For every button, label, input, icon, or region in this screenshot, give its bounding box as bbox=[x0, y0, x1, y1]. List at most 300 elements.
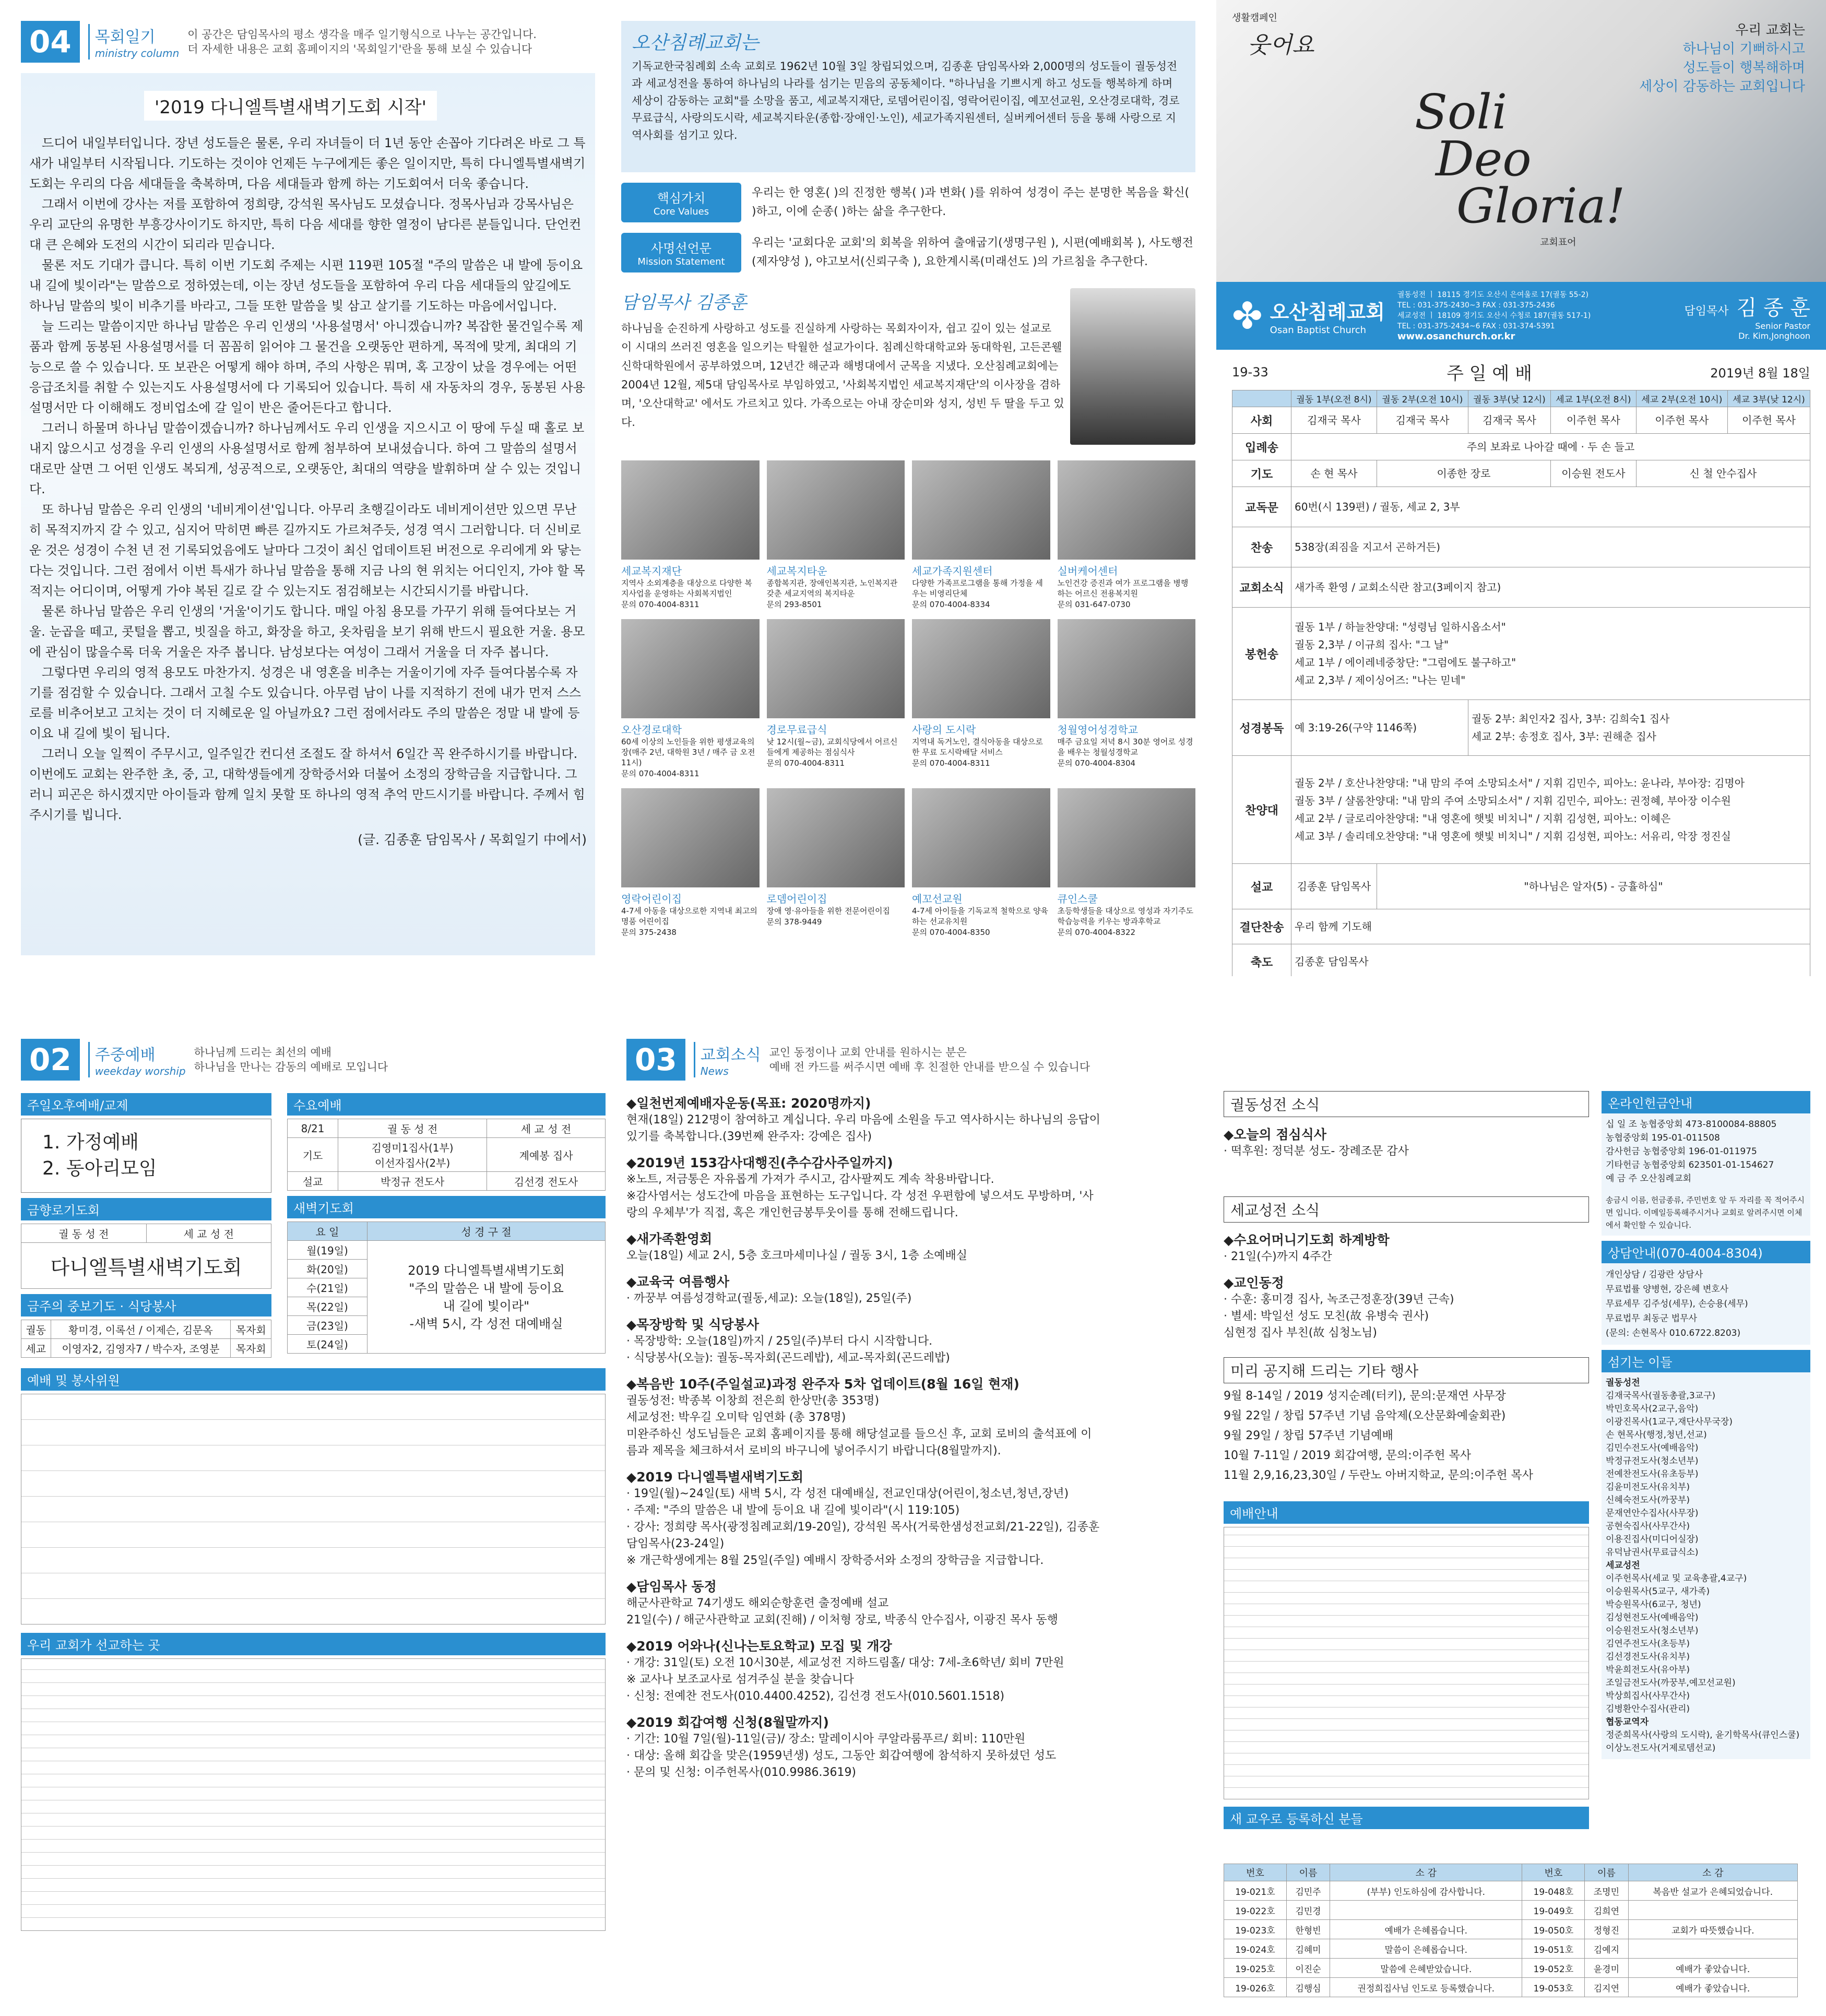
section-number: 02 bbox=[21, 1039, 80, 1081]
service-row bbox=[1232, 567, 1810, 608]
institution-desc: 종합복지관, 장애인복지관, 노인복지관 갖춘 세교지역의 복지타운 bbox=[766, 578, 898, 598]
service-cell bbox=[1291, 527, 1810, 567]
section-desc-2: 하나님을 만나는 감동의 예배로 모입니다 bbox=[194, 1061, 388, 1073]
service-header: 궐동 2부(오전 10시) bbox=[1377, 390, 1468, 407]
service-cell-line: 60번(시 139편) / 궐동, 세교 2, 3부 bbox=[1295, 501, 1460, 513]
institution-card bbox=[621, 788, 760, 938]
staff-item: 문재연안수집사(사무장) bbox=[1606, 1508, 1699, 1519]
article-body bbox=[21, 73, 595, 955]
intro-text: 기독교한국침례회 소속 교회로 1962년 10월 3일 창립되었으며, 김종훈 담임목사와 2,000명의 성도들이 궐동성전과 세교성전을 통하여 하나님의 나라를 섬기는 믿음의 공동체이다. "하나님을 기쁘시게 하고 성도들 행복하게 하며 세상이 감동하는 교회"를 소망을 품고, 세교복지재단, 로뎀어린이집, 영락어린이집, 예꼬선교원, 오산경로대학, 경로무료급식, 사랑의도시락, 세교복지타운(종합·장애인·노인), 세교가족지원센터, 실버케어센터 등을 통해 사랑으로 지역사회를 섬기고 있다. bbox=[632, 60, 1180, 141]
vision-line: 성도들이 행복해하며 bbox=[1682, 60, 1805, 76]
new-member-cell: 말씀에 은혜받았습니다. bbox=[1330, 1959, 1522, 1978]
new-member-cell: 19-026호 bbox=[1224, 1978, 1287, 1997]
news-line: ※감사염서는 성도간에 마음을 표현하는 도구입니다. 각 성전 우편함에 넣으셔도 무방하며, '사 bbox=[626, 1190, 1094, 1203]
new-members-label: 새 교우로 등록하신 분들 bbox=[1224, 1807, 1589, 1829]
upcoming-item: 9월 22일 / 창립 57주년 기념 음악제(오산문화예술회관) bbox=[1224, 1409, 1506, 1422]
worship-guide-label: 예배안내 bbox=[1224, 1501, 1589, 1524]
vision-line: 우리 교회는 bbox=[1735, 22, 1805, 38]
wed-prayer-label: 기도 bbox=[288, 1138, 338, 1172]
service-cell bbox=[1291, 700, 1468, 756]
paragraph: 그러니 하물며 하나님 말씀이겠습니까? 하나님께서도 우리 인생을 지으시고 이 땅에 두실 때 홀로 보내지 않으시고 성경을 우리 인생의 사용설명서로 함께 첨부하여 보내셨습니다. 하여 그 말씀의 설명서대로만 살면 그 어떤 인생도 복되게, 성공적으로, 오랫동안, 최대의 역량을 발휘하며 살 수 있는 것입니다. bbox=[29, 421, 585, 496]
institution-photo bbox=[767, 788, 905, 887]
news-line: · 수훈: 홍미경 집사, 녹조근정훈장(39년 근속) bbox=[1224, 1293, 1454, 1306]
wed-prayer: 이선자집사(2부) bbox=[375, 1157, 450, 1169]
service-row bbox=[1232, 864, 1810, 909]
staff-item: 이상노전도사(거제로뎀선교) bbox=[1606, 1743, 1716, 1753]
institution-card bbox=[767, 460, 905, 610]
page-church-news bbox=[626, 1039, 1811, 2010]
handwritten-label: 생활캠페인 bbox=[1232, 13, 1277, 23]
worship-guide-grid bbox=[1224, 1527, 1589, 1799]
paragraph: 그러니 오늘 일찍이 주무시고, 일주일간 컨디션 조절도 잘 하셔서 6일간 꼭 완주하시기를 바랍니다. 이번에도 교회는 완주한 초, 중, 고, 대학생들에게 장학증서와 더불어 소정의 장학금을 지급합니다. 그러니 피곤은 하시겠지만 아이들과 함께 일치 못할 또 하나의 영적 추억 만드시기를 바랍니다. 주께서 힘주시기를 빕니다. bbox=[29, 746, 585, 822]
page-church-intro bbox=[621, 21, 1195, 976]
news-line: · 신청: 전예찬 전도사(010.4400.4252), 김선경 전도사(010.5601.1518) bbox=[626, 1690, 1005, 1703]
new-members-header: 이름 bbox=[1585, 1864, 1628, 1881]
institution-card bbox=[1058, 460, 1196, 610]
news-line: 해군사관학교 74기생도 해외순항훈련 출정예배 설교 bbox=[626, 1597, 889, 1610]
institution-name: 영락어린이집 bbox=[621, 893, 682, 905]
staff-item: 정준희목사(사랑의 도시락), 윤기학목사(큐인스쿨) bbox=[1606, 1730, 1800, 1740]
church-vision bbox=[1639, 21, 1805, 96]
news-line: 미완주하신 성도님들은 교회 홈페이지를 통해 해당설교를 들으신 후, 교회 로비의 출석표에 이 bbox=[626, 1428, 1092, 1441]
dawn-table bbox=[287, 1222, 606, 1354]
section-header bbox=[21, 21, 595, 63]
wed-sermon-label: 설교 bbox=[288, 1172, 338, 1191]
missionary-label: 우리 교회가 선교하는 곳 bbox=[21, 1633, 606, 1655]
service-cell-line: 세교 2부 / 글로리아찬양대: "내 영혼에 햇빛 비치니" / 지휘 김성현, 피아노: 이혜은 bbox=[1295, 812, 1671, 825]
new-members-header: 번호 bbox=[1522, 1864, 1585, 1881]
news-line: · 기간: 10월 7일(월)-11일(금)/ 장소: 말레이시아 쿠알라룸푸르/ 회비: 110만원 bbox=[626, 1733, 1026, 1746]
news-line: 있기를 축복합니다.(39번째 완주자: 강예은 집사) bbox=[626, 1130, 872, 1143]
news-title: ◆목장방학 및 식당봉사 bbox=[626, 1317, 759, 1332]
service-date: 2019년 8월 18일 bbox=[1710, 366, 1810, 381]
service-row-label: 교회소식 bbox=[1232, 567, 1291, 608]
staff-item: 신혜숙전도사(까꿍부) bbox=[1606, 1495, 1690, 1505]
service-cell bbox=[1468, 700, 1810, 756]
wed-header: 궐 동 성 전 bbox=[338, 1119, 487, 1138]
service-row-label: 성경봉독 bbox=[1232, 700, 1291, 756]
dawn-text-line: 2019 다니엘특별새벽기도회 bbox=[408, 1263, 565, 1278]
service-cell-line: 궐동 3부 / 샬롬찬양대: "내 맘의 주여 소망되소서" / 지휘 김민수, 피아노: 권정혜, 부아장 이수원 bbox=[1295, 794, 1731, 807]
service-volunteers-grid bbox=[21, 1394, 606, 1624]
institution-card bbox=[912, 788, 1050, 938]
new-members-header: 소 감 bbox=[1330, 1864, 1522, 1881]
institution-photo bbox=[621, 619, 760, 718]
institution-card bbox=[1058, 788, 1196, 938]
dawn-text-line: 내 길에 빛이라" bbox=[443, 1298, 530, 1313]
institution-name: 세교가족지원센터 bbox=[912, 565, 993, 577]
service-cell-line: 주의 보좌로 나아갈 때에 · 두 손 들고 bbox=[1466, 441, 1635, 453]
new-member-row bbox=[1224, 1881, 1798, 1901]
institution-card bbox=[1058, 619, 1196, 779]
service-cell-line: 궐동 2,3부 / 이규희 집사: "그 날" bbox=[1295, 638, 1449, 651]
service-cell-line: 신 철 안수집사 bbox=[1689, 467, 1757, 480]
institution-photo bbox=[1058, 788, 1196, 887]
staff-item: 유덕남권사(무료급식소) bbox=[1606, 1547, 1699, 1558]
dawn-day: 화(20일) bbox=[288, 1260, 367, 1278]
institution-name: 세교복지타운 bbox=[766, 565, 827, 577]
new-member-cell: 조명민 bbox=[1585, 1881, 1628, 1901]
church-info-bar bbox=[1216, 282, 1826, 350]
service-cell bbox=[1291, 487, 1810, 527]
counsel-item: 무료법률 양병현, 강은혜 변호사 bbox=[1606, 1284, 1729, 1295]
signature: (글. 김종훈 담임목사 / 목회일기 中에서) bbox=[358, 832, 587, 847]
service-volunteers-label: 예배 및 봉사위원 bbox=[21, 1368, 606, 1391]
online-item: 십 일 조 농협중앙회 473-8100084-88805 bbox=[1606, 1119, 1777, 1130]
section-title: 목회일기 bbox=[94, 28, 156, 46]
pastor-en: Dr. Kim,Jonghoon bbox=[1738, 330, 1810, 341]
section-desc-1: 이 공간은 담임목사의 평소 생각을 매주 일기형식으로 나누는 공간입니다. bbox=[187, 28, 537, 41]
new-member-cell: 예배가 좋았습니다. bbox=[1628, 1959, 1797, 1978]
new-member-cell: 19-023호 bbox=[1224, 1920, 1287, 1939]
service-row bbox=[1232, 407, 1810, 434]
news-title: ◆오늘의 점심식사 bbox=[1224, 1127, 1326, 1142]
service-cell-line: 김재국 목사 bbox=[1395, 414, 1450, 426]
friday-table bbox=[21, 1224, 271, 1289]
staff-item: 이광진목사(1교구,재단사무국장) bbox=[1606, 1417, 1733, 1427]
service-cell-line: 이주헌 목사 bbox=[1655, 414, 1709, 426]
church-logo-icon: ✤ bbox=[1232, 294, 1263, 337]
institution-phone: 문의 375-2438 bbox=[621, 928, 677, 937]
section-en: weekday worship bbox=[94, 1065, 186, 1077]
institution-desc: 4-7세 아이들을 기독교적 철학으로 양육하는 선교유치원 bbox=[912, 906, 1048, 926]
section-desc-2: 더 자세한 내용은 교회 홈페이지의 '목회일기'란을 통해 보실 수 있습니다 bbox=[187, 43, 532, 55]
church-name: 오산침례교회 bbox=[1270, 301, 1385, 324]
institution-desc: 노인건강 증진과 여가 프로그램을 병행하는 어르신 전용복지원 bbox=[1057, 578, 1189, 598]
wed-table bbox=[287, 1119, 606, 1191]
wed-label: 수요예배 bbox=[287, 1093, 606, 1116]
paragraph: 물론 저도 기대가 큽니다. 특히 이번 기도회 주제는 시편 119편 105절 "주의 말씀은 내 발에 등이요 내 길에 빛이라"는 말씀으로 정하였는데, 이는 장년 성도들을 포함하여 우리 다음 세대들의 앞길에도 하나님 말씀의 빛이 비추기를 바라고, 그들 또한 말씀을 빛 삼고 살기를 기도하는 마음에서입니다. bbox=[29, 258, 583, 313]
missionary-grid bbox=[21, 1658, 606, 1931]
upcoming-item: 9월 29일 / 창립 57주년 기념예배 bbox=[1224, 1429, 1393, 1442]
institution-phone: 문의 070-4004-8322 bbox=[1057, 928, 1136, 937]
new-member-row bbox=[1224, 1959, 1798, 1978]
new-member-row bbox=[1224, 1939, 1798, 1959]
service-row bbox=[1232, 944, 1810, 977]
section-header bbox=[626, 1039, 1811, 1081]
institution-desc: 60세 이상의 노인들을 위한 평생교육의 장(매주 2년, 대학원 3년 / 매주 금 오전 11시) bbox=[621, 737, 755, 767]
paragraph: 드디어 내일부터입니다. 장년 성도들은 물론, 우리 자녀들이 더 1년 동안 손꼽아 기다려온 바로 그 특새가 내일부터 시작됩니다. 기도하는 것이야 언제든 누구에게든 좋은 일이지만, 특히 다니엘특별새벽기도회는 우리의 다음 세대들을 축복하며, 다음 세대들과 함께 하는 기도회여서 더욱 좋습니다. bbox=[29, 136, 586, 191]
service-cell bbox=[1291, 407, 1377, 434]
new-member-cell: 이진순 bbox=[1286, 1959, 1330, 1978]
staff-coop-label: 협동교역자 bbox=[1606, 1717, 1649, 1727]
new-member-cell: 19-022호 bbox=[1224, 1901, 1287, 1920]
new-member-cell bbox=[1628, 1901, 1797, 1920]
staff-item: 박윤희전도사(유아부) bbox=[1606, 1665, 1690, 1675]
service-row-label: 입례송 bbox=[1232, 434, 1291, 460]
news-title: ◆교인동정 bbox=[1224, 1275, 1284, 1290]
new-member-cell: 19-049호 bbox=[1522, 1901, 1585, 1920]
upcoming-item: 10월 7-11일 / 2019 회갑여행, 문의:이주헌 목사 bbox=[1224, 1449, 1471, 1462]
volunteer-place: 궐동 bbox=[21, 1320, 51, 1339]
news-line: · 21일(수)까지 4주간 bbox=[1224, 1250, 1332, 1263]
service-cell-line: 예 3:19-26(구약 1146쪽) bbox=[1295, 721, 1417, 734]
new-member-cell: 김민경 bbox=[1286, 1901, 1330, 1920]
online-item: 기타헌금 농협중앙회 623501-01-154627 bbox=[1606, 1160, 1774, 1170]
service-cell bbox=[1550, 407, 1636, 434]
service-header: 세교 3부(낮 12시) bbox=[1727, 390, 1810, 407]
service-cell bbox=[1291, 434, 1810, 460]
section-en: ministry column bbox=[94, 47, 180, 60]
institution-photo bbox=[1058, 460, 1196, 560]
institution-phone: 문의 031-647-0730 bbox=[1057, 600, 1131, 609]
service-cell bbox=[1291, 944, 1810, 977]
service-header: 세교 2부(오전 10시) bbox=[1636, 390, 1727, 407]
vision-line: 세상이 감동하는 교회입니다 bbox=[1639, 79, 1805, 94]
staff-gwoldong-label: 궐동성전 bbox=[1606, 1378, 1640, 1388]
volunteer-row bbox=[21, 1339, 271, 1358]
service-cell-line: 김종훈 담임목사 bbox=[1297, 880, 1371, 893]
intro-box bbox=[621, 21, 1195, 172]
online-item: 농협중앙회 195-01-011508 bbox=[1606, 1133, 1720, 1143]
news-line: 21일(수) / 해군사관학교 교회(진해) / 이처형 장로, 박종식 안수집사, 이광진 목사 동행 bbox=[626, 1614, 1058, 1627]
institution-name: 예꼬선교원 bbox=[912, 893, 963, 905]
sunday-pm-item: 2. 동아리모임 bbox=[42, 1158, 157, 1179]
institution-photo bbox=[912, 460, 1050, 560]
handwritten-logo: 웃어요 bbox=[1248, 32, 1314, 58]
institution-card bbox=[621, 460, 760, 610]
pastor-text: 하나님을 순진하게 사랑하고 성도를 진실하게 사랑하는 목회자이자, 쉽고 깊이 있는 설교로 이 시대의 쓰러진 영혼을 일으키는 탁월한 설교가이다. 침례신학대학교와 동대학원, 고든콘웰신학대학원에서 공부하였으며, 12년간 해군과 해병대에서 군목을 지냈다. 오산침례교회에는 2004년 12월, 제5대 담임목사로 부임하였고, '사회복지법인 세교복지재단'의 이사장을 겸하며, '오산대학교' 에서도 가르치고 있다. 가족으로는 아내 장순미와 성지, 성빈 두 딸을 두고 있다. bbox=[621, 322, 1064, 429]
staff-item: 김윤미전도사(유치부) bbox=[1606, 1482, 1690, 1492]
counsel-item: 무료세무 김주성(세무), 손승용(세무) bbox=[1606, 1299, 1748, 1309]
motto-sub: 교회표어 bbox=[1540, 237, 1576, 248]
news-line: 랑의 우체부'가 직접, 혹은 개인헌금봉투웃이를 통해 전해드립니다. bbox=[626, 1206, 958, 1219]
new-member-row bbox=[1224, 1978, 1798, 1997]
section-number: 03 bbox=[626, 1039, 685, 1081]
news-line: ※ 개근학생에게는 8월 25일(주일) 예배시 장학증서와 소정의 장학금을 지급합니다. bbox=[626, 1554, 1044, 1567]
service-row-label: 사회 bbox=[1232, 407, 1291, 434]
news-title: ◆수요어머니기도회 하계방학 bbox=[1224, 1232, 1390, 1248]
dawn-day: 금(23일) bbox=[288, 1316, 367, 1335]
volunteers-table bbox=[21, 1320, 271, 1358]
news-line: · 개강: 31일(토) 오전 10시30분, 세교성전 지하드림홀/ 대상: 7세-초6학년/ 회비 7만원 bbox=[626, 1656, 1064, 1669]
service-cell bbox=[1377, 407, 1468, 434]
new-member-row bbox=[1224, 1901, 1798, 1920]
service-row bbox=[1232, 434, 1810, 460]
online-label: 온라인헌금안내 bbox=[1602, 1091, 1810, 1113]
staff-segyo bbox=[1606, 1572, 1806, 1716]
address-line: TEL : 031-375-2430~3 FAX : 031-375-2436 bbox=[1397, 301, 1555, 310]
institution-photo bbox=[767, 619, 905, 718]
volunteer-names: 황미경, 이록선 / 이제슨, 김문옥 bbox=[51, 1320, 231, 1339]
new-member-cell: 한형빈 bbox=[1286, 1920, 1330, 1939]
news-line: · 별세: 박일선 성도 모친(故 유병숙 권사) bbox=[1224, 1310, 1429, 1323]
dawn-day: 수(21일) bbox=[288, 1278, 367, 1297]
service-row-label: 봉헌송 bbox=[1232, 608, 1291, 700]
staff-item: 이승원목사(5교구, 새가족) bbox=[1606, 1586, 1710, 1597]
new-member-cell: 말씀이 은혜롭습니다. bbox=[1330, 1939, 1522, 1959]
new-member-cell: 19-025호 bbox=[1224, 1959, 1287, 1978]
news-title: ◆일천번제예배자운동(목표: 2020명까지) bbox=[626, 1096, 871, 1111]
institution-name: 사랑의 도시락 bbox=[912, 724, 976, 736]
pastor-label: 담임목사 bbox=[1684, 304, 1729, 318]
news-line: · 대상: 올해 회갑을 맞은(1959년생) 성도, 그동안 회갑여행에 참석하지 못하셨던 성도 bbox=[626, 1749, 1057, 1762]
new-member-cell: 김희연 bbox=[1585, 1901, 1628, 1920]
service-cell-line: 우리 함께 기도해 bbox=[1295, 920, 1372, 933]
intro-title: 오산침례교회는 bbox=[632, 32, 759, 54]
service-cell bbox=[1377, 460, 1550, 487]
news-line: ※노트, 저금통은 자유롭게 가져가 주시고, 감사팔찌도 계속 착용바랍니다. bbox=[626, 1173, 994, 1186]
news-line: · 목장방학: 오늘(18일)까지 / 25일(주)부터 다시 시작합니다. bbox=[626, 1335, 933, 1348]
service-title: 주 일 예 배 bbox=[1446, 363, 1532, 384]
counsel-sub: 개인상담 / 김광란 상담사 bbox=[1606, 1270, 1703, 1280]
staff-item: 이승원전도사(청소년부) bbox=[1606, 1626, 1699, 1636]
new-members-header: 이름 bbox=[1286, 1864, 1330, 1881]
staff-item: 공현숙집사(사무간사) bbox=[1606, 1521, 1690, 1532]
new-member-row bbox=[1224, 1920, 1798, 1939]
online-item: 예 금 주 오산침례교회 bbox=[1606, 1173, 1692, 1184]
institution-card bbox=[767, 788, 905, 938]
section-desc-1: 하나님께 드리는 최선의 예배 bbox=[194, 1046, 332, 1059]
institution-desc: 4-7세 아동을 대상으로한 지역내 최고의 명품 어린이집 bbox=[621, 906, 757, 926]
dawn-header: 요 일 bbox=[288, 1222, 367, 1241]
news-title: ◆2019 다니엘특별새벽기도회 bbox=[626, 1469, 804, 1485]
new-member-cell: 김혜미 bbox=[1286, 1939, 1330, 1959]
institution-name: 로뎀어린이집 bbox=[766, 893, 827, 905]
page-ministry-column bbox=[21, 21, 595, 976]
wed-prayer: 계예봉 집사 bbox=[487, 1138, 606, 1172]
service-cell-line: 세교 2,3부 / 제이싱어즈: "나는 믿네" bbox=[1295, 674, 1466, 686]
news-title: ◆2019년 153감사대행진(추수감사주일까지) bbox=[626, 1155, 893, 1170]
service-cell-line: 이주헌 목사 bbox=[1566, 414, 1620, 426]
institution-desc: 장애 영·유아들을 위한 전문어린이집 bbox=[766, 906, 890, 916]
institution-phone: 문의 070-4004-8311 bbox=[621, 600, 699, 609]
staff-item: 박민호목사(2교구,음악) bbox=[1606, 1404, 1699, 1414]
new-member-cell: 정형진 bbox=[1585, 1920, 1628, 1939]
new-member-cell: 19-050호 bbox=[1522, 1920, 1585, 1939]
new-member-cell: 19-021호 bbox=[1224, 1881, 1287, 1901]
new-member-cell: 윤경미 bbox=[1585, 1959, 1628, 1978]
segyo-news bbox=[1224, 1230, 1589, 1342]
staff-item: 전예찬전도사(유초등부) bbox=[1606, 1469, 1699, 1479]
staff-coop bbox=[1606, 1729, 1806, 1755]
section-number: 04 bbox=[21, 21, 80, 63]
staff-item: 김성현전도사(예배음악) bbox=[1606, 1612, 1699, 1623]
service-cell-line: 세교 1부 / 에이레네중창단: "그럼에도 불구하고" bbox=[1295, 656, 1516, 669]
sunday-pm-label: 주일오후예배/교제 bbox=[21, 1093, 271, 1116]
news-line: · 까꿍부 여름성경학교(궐동,세교): 오늘(18일), 25일(주) bbox=[626, 1292, 912, 1305]
volunteer-role: 목자회 bbox=[231, 1339, 271, 1358]
staff-item: 박승원목사(6교구, 청년) bbox=[1606, 1599, 1701, 1610]
mission-label bbox=[621, 233, 741, 272]
news-line: 담임목사(23-24일) bbox=[626, 1537, 725, 1550]
news-line: · 떡후원: 정덕분 성도- 장례조문 감사 bbox=[1224, 1145, 1409, 1158]
pastor-name: 김 종 훈 bbox=[1736, 295, 1810, 320]
core-values-label bbox=[621, 183, 741, 222]
staff-item: 김재국목사(궐동총괄,3교구) bbox=[1606, 1391, 1716, 1401]
volunteer-place: 세교 bbox=[21, 1339, 51, 1358]
news-line: 현재(18일) 212명이 참여하고 계십니다. 우리 마음에 소원을 두고 역사하시는 하나님의 응답이 bbox=[626, 1113, 1100, 1126]
sunday-pm-box bbox=[21, 1119, 271, 1193]
paragraph: 그렇다면 우리의 영적 용모도 마찬가지. 성경은 내 영혼을 비추는 거울이기에 자주 들여다봄수록 자기를 점검할 수 있습니다. 그래서 고칠 수도 있습니다. 아무렴 남이 나를 지적하기 전에 내가 먼저 스스로를 비추어보고 고치는 것이 더 지혜로운 일 아닐까요? 그런 점에서라도 주의 말씀은 정말 내 발에 등이요 내 길에 빛이 됩니다. bbox=[29, 665, 582, 741]
service-cell-line: 김종훈 담임목사 bbox=[1295, 955, 1369, 968]
institution-desc: 낮 12시(월~금), 교회식당에서 어르신들에게 제공하는 점심식사 bbox=[766, 737, 898, 757]
news-title: ◆복음반 10주(주일설교)과정 완주자 5차 업데이트(8월 16일 현재) bbox=[626, 1377, 1019, 1392]
staff-item: 조일금전도사(까꿍부,예꼬선교원) bbox=[1606, 1678, 1736, 1688]
page-weekday-worship bbox=[21, 1039, 606, 2010]
wed-header: 세 교 성 전 bbox=[487, 1119, 606, 1138]
new-member-cell: 19-024호 bbox=[1224, 1939, 1287, 1959]
gwoldong-news-label: 궐동성전 소식 bbox=[1224, 1091, 1589, 1117]
section-en: News bbox=[700, 1065, 729, 1077]
friday-header: 궐 동 성 전 bbox=[21, 1224, 147, 1243]
pastor-title: 담임목사 김종훈 bbox=[621, 292, 747, 313]
news-title: ◆담임목사 동정 bbox=[626, 1579, 717, 1594]
institution-desc: 초등학생들을 대상으로 영성과 자기주도 학습능력을 키우는 방과후학교 bbox=[1057, 906, 1194, 926]
new-member-cell: 복음반 설교가 은혜되었습니다. bbox=[1628, 1881, 1797, 1901]
service-order-table bbox=[1232, 390, 1810, 976]
core-values-en: Core Values bbox=[653, 206, 709, 217]
new-members-header: 소 감 bbox=[1628, 1864, 1797, 1881]
section-title: 교회소식 bbox=[700, 1046, 761, 1064]
upcoming-label: 미리 공지해 드리는 기타 행사 bbox=[1224, 1357, 1589, 1383]
service-cell-line: "하나님은 알자(5) - 긍휼하심" bbox=[1524, 880, 1663, 893]
institution-name: 실버케어센터 bbox=[1057, 565, 1118, 577]
news-line: ※ 교사나 보조교사로 섬겨주실 분을 찾습니다 bbox=[626, 1673, 854, 1686]
online-box bbox=[1602, 1113, 1810, 1190]
motto-line: Deo bbox=[1436, 131, 1532, 187]
service-cell bbox=[1636, 407, 1727, 434]
service-cell bbox=[1291, 460, 1377, 487]
counsel-list bbox=[1606, 1282, 1806, 1341]
service-row-label: 찬양대 bbox=[1232, 756, 1291, 864]
motto-line: Gloria! bbox=[1456, 178, 1626, 234]
institution-phone: 문의 293-8501 bbox=[766, 600, 822, 609]
wed-prayer: 김영미1집사(1부) bbox=[371, 1142, 454, 1154]
institution-photo bbox=[767, 460, 905, 560]
service-cell-line: 538장(죄짐을 지고서 곤하거든) bbox=[1295, 541, 1441, 553]
service-cell-line: 손 현 목사 bbox=[1310, 467, 1358, 480]
new-members-header-row bbox=[1224, 1864, 1798, 1881]
institution-phone: 문의 070-4004-8304 bbox=[1057, 758, 1136, 768]
institution-card bbox=[912, 619, 1050, 779]
institution-photo bbox=[912, 619, 1050, 718]
institution-desc: 지역내 독거노인, 결식아동을 대상으로 한 무료 도시락배달 서비스 bbox=[912, 737, 1043, 757]
staff-gwoldong bbox=[1606, 1390, 1806, 1559]
news-line: · 식당봉사(오늘): 궐동-목자회(곤드레밥), 세교-목자회(곤드레밥) bbox=[626, 1351, 950, 1365]
service-cell bbox=[1291, 909, 1810, 944]
new-member-cell: 김지연 bbox=[1585, 1978, 1628, 1997]
service-row bbox=[1232, 756, 1810, 864]
new-member-cell: 19-048호 bbox=[1522, 1881, 1585, 1901]
new-member-cell: 19-051호 bbox=[1522, 1939, 1585, 1959]
staff-item: 김연주전도사(초등부) bbox=[1606, 1639, 1690, 1649]
institution-photo bbox=[1058, 619, 1196, 718]
service-cell-line: 궐동 1부 / 하늘찬양대: "성령님 일하시옵소서" bbox=[1295, 621, 1506, 633]
service-cell bbox=[1468, 407, 1550, 434]
new-member-cell: 권정희집사님 인도로 등록했습니다. bbox=[1330, 1978, 1522, 1997]
institution-photo bbox=[912, 788, 1050, 887]
counsel-item: 무료법무 최동군 법무사 bbox=[1606, 1313, 1698, 1324]
institution-card bbox=[912, 460, 1050, 610]
wed-sermon: 김선경 전도사 bbox=[487, 1172, 606, 1191]
institution-desc: 지역사 소외계층을 대상으로 다양한 복지사업을 운영하는 사회복지법인 bbox=[621, 578, 752, 598]
new-member-cell: 교회가 따뜻했습니다. bbox=[1628, 1920, 1797, 1939]
segyo-news-label: 세교성전 소식 bbox=[1224, 1196, 1589, 1223]
news-line: 오늘(18일) 세교 2시, 5층 호크마세미나실 / 궐동 3시, 1층 소예배실 bbox=[626, 1249, 968, 1262]
new-member-cell: 김민주 bbox=[1286, 1881, 1330, 1901]
dawn-text-line: "주의 말씀은 내 발에 등이요 bbox=[409, 1280, 564, 1296]
counsel-item: (문의: 손현목사 010.6722.8203) bbox=[1606, 1328, 1741, 1338]
paragraph: 물론 하나님 말씀은 우리 인생의 '거울'이기도 합니다. 매일 아침 용모를 가꾸기 위해 들여다보는 거울. 눈곱을 떼고, 콧털을 뽑고, 빗질을 하고, 화장을 하고, 옷차림을 보기 위해 반드시 필요한 거울. 용모에 관심이 많을수록 더욱 거울은 자주 봅니다. 남성보다는 여성이 그래서 거울을 더 자주 봅니다. bbox=[29, 604, 585, 659]
institution-phone: 문의 378-9449 bbox=[766, 917, 822, 927]
news-line: 궐동성전: 박종복 이창희 전은희 한상만(총 353명) bbox=[626, 1394, 880, 1407]
service-row bbox=[1232, 527, 1810, 567]
service-row-label: 교독문 bbox=[1232, 487, 1291, 527]
paragraph: 늘 드리는 말씀이지만 하나님 말씀은 우리 인생의 '사용설명서' 아니겠습니까? 복잡한 물건일수록 제품과 함께 동봉된 사용설명서를 더 꼼꼼히 읽어야 그 물건을 오랫동안 편하게, 목적에 맞게, 최대의 기능으로 쓸 수 있습니다. 또 보관은 어떻게 해야 하며, 주의 사항은 뭐며, 혹 고장이 났을 경우에는 어떤 응급조치를 취할 수 있는지도 사용설명서에 다 기록되어 있습니다. 특히 새 자동차의 경우, 동봉된 사용설명서만 다 이해해도 정비업소에 갈 일이 반은 줄어든다고 합니다. bbox=[29, 319, 585, 415]
address-line: TEL : 031-375-2434~6 FAX : 031-374-5391 bbox=[1397, 322, 1555, 330]
issue-number: 19-33 bbox=[1232, 364, 1268, 380]
